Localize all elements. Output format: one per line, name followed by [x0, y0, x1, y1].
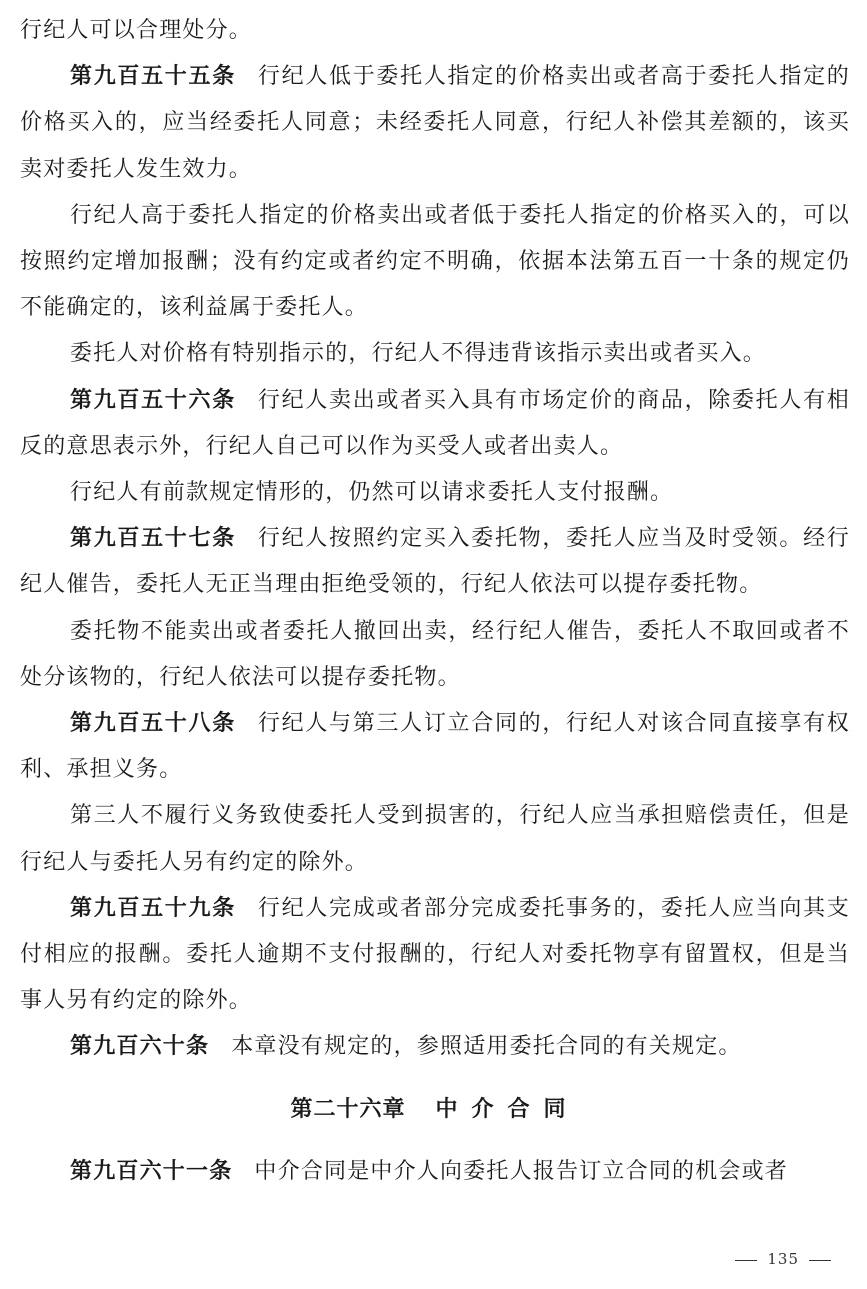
- article-number: 第九百五十八条: [70, 711, 236, 737]
- paragraph-text: 行纪人可以合理处分。: [20, 18, 253, 43]
- article-number: 第九百五十六条: [70, 387, 236, 413]
- paragraph: [20, 793, 850, 885]
- paragraph: [20, 609, 850, 701]
- paragraph: [20, 1024, 850, 1070]
- body-text: [20, 8, 850, 1071]
- paragraph: [20, 331, 850, 377]
- paragraph: [20, 193, 850, 332]
- paragraph-text: 委托人对价格有特别指示的，行纪人不得违背该指示卖出或者买入。: [70, 341, 767, 367]
- chapter-number: 第二十六章: [290, 1096, 406, 1122]
- page-number: 135: [767, 1250, 799, 1268]
- document-page: [20, 8, 850, 1195]
- page-footer: [725, 1250, 841, 1268]
- paragraph-text: 第三人不履行义务致使委托人受到损害的，行纪人应当承担赔偿责任，但是行纪人与委托人另有约定的除外。: [20, 803, 850, 875]
- paragraph-text: 行纪人低于委托人指定的价格卖出或者高于委托人指定的价格买入的，应当经委托人同意；未经委托人同意，行纪人补偿其差额的，该买卖对委托人发生效力。: [20, 64, 850, 182]
- chapter-name: 中介合同: [435, 1096, 580, 1122]
- paragraph-text: 行纪人高于委托人指定的价格卖出或者低于委托人指定的价格买入的，可以按照约定增加报酬；没有约定或者约定不明确，依据本法第五百一十条的规定仍不能确定的，该利益属于委托人。: [20, 202, 850, 321]
- paragraph-text: 行纪人有前款规定情形的，仍然可以请求委托人支付报酬。: [70, 480, 674, 506]
- paragraph-text: 中介合同是中介人向委托人报告订立合同的机会或者: [254, 1158, 789, 1184]
- paragraph-text: 行纪人与第三人订立合同的，行纪人对该合同直接享有权利、承担义务。: [20, 711, 850, 783]
- paragraph-text: 行纪人按照约定买入委托物，委托人应当及时受领。经行纪人催告，委托人无正当理由拒绝受领的，行纪人依法可以提存委托物。: [20, 526, 850, 598]
- paragraph: [20, 516, 850, 608]
- article-number: 第九百六十一条: [70, 1158, 233, 1184]
- paragraph: [20, 8, 850, 54]
- chapter-heading: [20, 1071, 850, 1149]
- paragraph-text: 行纪人完成或者部分完成委托事务的，委托人应当向其支付相应的报酬。委托人逾期不支付报酬的，行纪人对委托物享有留置权，但是当事人另有约定的除外。: [20, 895, 850, 1014]
- article-number: 第九百五十七条: [70, 526, 236, 552]
- paragraph-text: 本章没有规定的，参照适用委托合同的有关规定。: [231, 1034, 742, 1060]
- body-text-after-chapter: [20, 1149, 850, 1195]
- article-number: 第九百五十五条: [70, 64, 236, 90]
- paragraph-text: 行纪人卖出或者买入具有市场定价的商品，除委托人有相反的意思表示外，行纪人自己可以作为买受人或者出卖人。: [20, 387, 850, 459]
- paragraph: [20, 701, 850, 793]
- paragraph: [20, 1149, 850, 1195]
- paragraph-text: 委托物不能卖出或者委托人撤回出卖，经行纪人催告，委托人不取回或者不处分该物的，行纪人依法可以提存委托物。: [20, 618, 850, 690]
- paragraph: [20, 886, 850, 1025]
- paragraph: [20, 378, 850, 470]
- article-number: 第九百五十九条: [70, 895, 236, 921]
- article-number: 第九百六十条: [70, 1034, 210, 1060]
- paragraph: [20, 470, 850, 516]
- paragraph: [20, 54, 850, 193]
